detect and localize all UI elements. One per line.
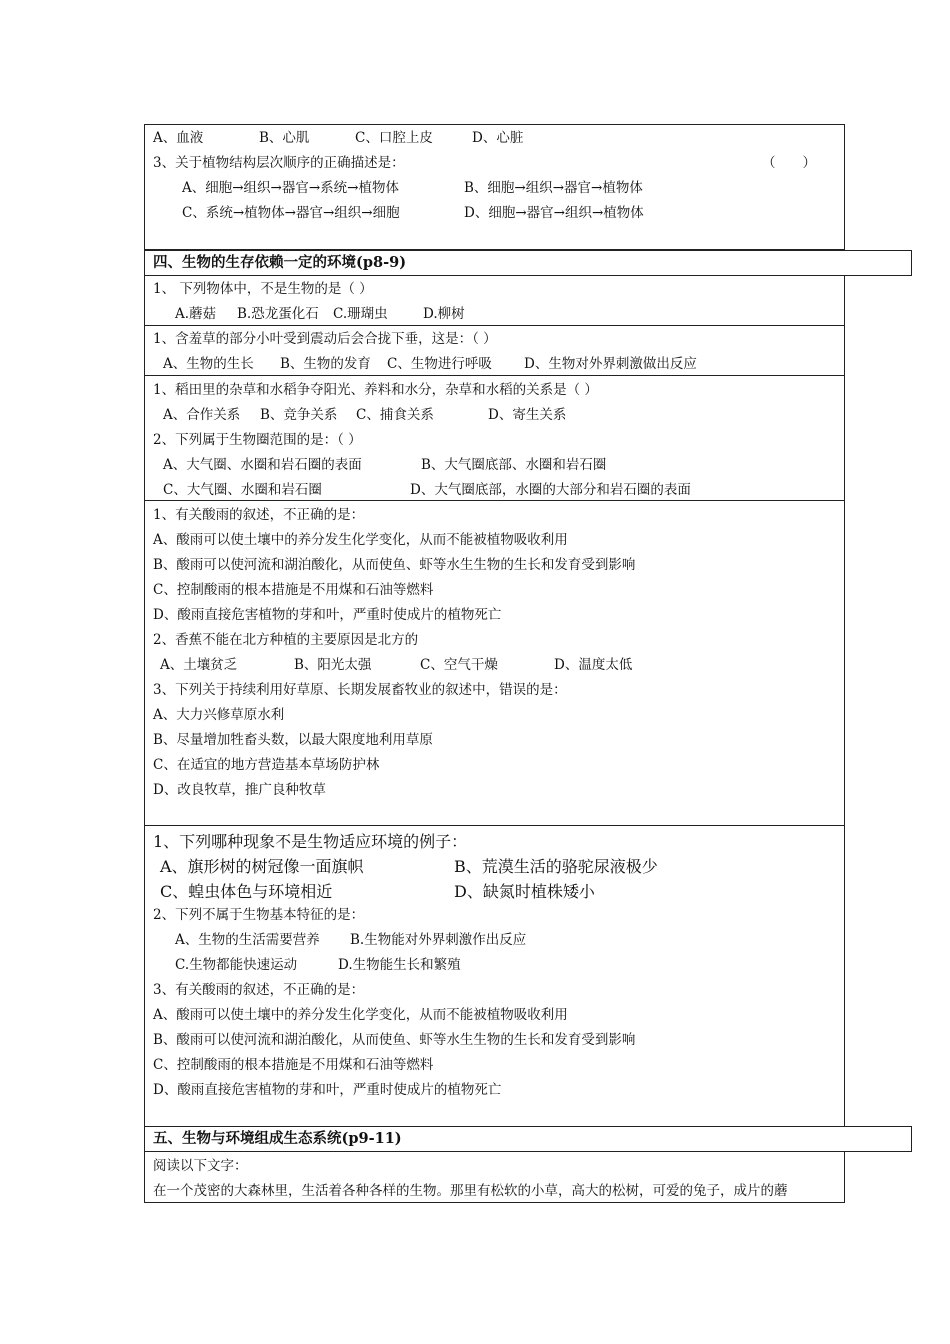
- question-text: 1、 下列物体中，不是生物的是（ ）: [153, 281, 373, 297]
- option-c: C、空气干燥: [420, 657, 498, 673]
- option-a: A、细胞→组织→器官→系统→植物体: [182, 180, 399, 196]
- option-c: C.生物都能快速运动: [175, 957, 298, 973]
- option-c: C.珊瑚虫: [333, 306, 388, 322]
- option-d: D、心脏: [472, 130, 524, 146]
- option-d: D、酸雨直接危害植物的芽和叶，严重时使成片的植物死亡: [153, 1082, 502, 1098]
- option-b: B、细胞→组织→器官→植物体: [464, 180, 643, 196]
- option-c: C、系统→植物体→器官→组织→细胞: [182, 205, 400, 221]
- question-text: 3、有关酸雨的叙述，不正确的是：: [153, 982, 365, 998]
- option-d: D、缺氮时植株矮小: [454, 882, 595, 901]
- option-b: B、竞争关系: [260, 407, 338, 423]
- option-a: A、大力兴修草原水利: [153, 707, 285, 723]
- option-d: D、酸雨直接危害植物的芽和叶，严重时使成片的植物死亡: [153, 607, 502, 623]
- option-c: C、生物进行呼吸: [387, 356, 492, 372]
- answer-paren: （ ）: [762, 155, 816, 171]
- question-text: 2、下列属于生物圈范围的是：（ ）: [153, 432, 362, 448]
- option-b: B、荒漠生活的骆驼尿液极少: [454, 857, 658, 876]
- option-d: D、温度太低: [554, 657, 633, 673]
- option-c: C、蝗虫体色与环境相近: [160, 882, 333, 901]
- option-a: A、生物的生长: [163, 356, 254, 372]
- option-d: D.生物能生长和繁殖: [338, 957, 461, 973]
- option-b: B、阳光太强: [294, 657, 372, 673]
- option-b: B.恐龙蛋化石: [237, 306, 319, 322]
- option-a: A、大气圈、水圈和岩石圈的表面: [163, 457, 362, 473]
- question-text: 2、香蕉不能在北方种植的主要原因是北方的: [153, 632, 419, 648]
- option-c: C、口腔上皮: [355, 130, 433, 146]
- question-text: 2、下列不属于生物基本特征的是：: [153, 907, 365, 923]
- option-a: A、土壤贫乏: [160, 657, 238, 673]
- option-b: B.生物能对外界刺激作出反应: [350, 932, 527, 948]
- question-text: 1、含羞草的部分小叶受到震动后会合拢下垂，这是：（ ）: [153, 331, 497, 347]
- option-d: D.柳树: [423, 306, 465, 322]
- section-title: 五、生物与环境组成生态系统(p9-11): [153, 1130, 402, 1147]
- option-d: D、改良牧草，推广良种牧草: [153, 782, 326, 798]
- option-d: D、细胞→器官→组织→植物体: [464, 205, 644, 221]
- option-a: A、血液: [153, 130, 204, 146]
- option-d: D、大气圈底部，水圈的大部分和岩石圈的表面: [410, 482, 691, 498]
- option-a: A、旗形树的树冠像一面旗帜: [160, 857, 364, 876]
- option-b: B、酸雨可以使河流和湖泊酸化，从而使鱼、虾等水生生物的生长和发育受到影响: [153, 1032, 636, 1048]
- question-text: 3、下列关于持续利用好草原、长期发展畜牧业的叙述中，错误的是：: [153, 682, 567, 698]
- question-text: 3、关于植物结构层次顺序的正确描述是：: [153, 155, 405, 171]
- question-text: 1、下列哪种现象不是生物适应环境的例子：: [153, 832, 468, 851]
- option-d: D、生物对外界刺激做出反应: [524, 356, 697, 372]
- option-c: C、捕食关系: [356, 407, 434, 423]
- option-b: B、心肌: [259, 130, 310, 146]
- question-text: 1、有关酸雨的叙述，不正确的是：: [153, 507, 365, 523]
- section-title: 四、生物的生存依赖一定的环境(p8-9): [153, 254, 407, 271]
- option-c: C、大气圈、水圈和岩石圈: [163, 482, 322, 498]
- option-b: B、酸雨可以使河流和湖泊酸化，从而使鱼、虾等水生生物的生长和发育受到影响: [153, 557, 636, 573]
- option-a: A、合作关系: [163, 407, 241, 423]
- option-d: D、寄生关系: [488, 407, 567, 423]
- option-b: B、生物的发育: [280, 356, 371, 372]
- option-c: C、控制酸雨的根本措施是不用煤和石油等燃料: [153, 1057, 434, 1073]
- option-a: A、酸雨可以使土壤中的养分发生化学变化，从而不能被植物吸收利用: [153, 1007, 568, 1023]
- option-c: C、控制酸雨的根本措施是不用煤和石油等燃料: [153, 582, 434, 598]
- option-a: A.蘑菇: [175, 306, 217, 322]
- question-text: 1、稻田里的杂草和水稻争夺阳光、养料和水分，杂草和水稻的关系是（ ）: [153, 382, 598, 398]
- option-c: C、在适宜的地方营造基本草场防护林: [153, 757, 380, 773]
- option-b: B、大气圈底部、水圈和岩石圈: [421, 457, 607, 473]
- option-a: A、生物的生活需要营养: [175, 932, 320, 948]
- option-b: B、尽量增加牲畜头数，以最大限度地利用草原: [153, 732, 433, 748]
- reading-passage: 在一个茂密的大森林里，生活着各种各样的生物。那里有松软的小草，高大的松树，可爱的兔子，成片的蘑: [153, 1183, 788, 1199]
- reading-prompt: 阅读以下文字：: [153, 1158, 248, 1174]
- option-a: A、酸雨可以使土壤中的养分发生化学变化，从而不能被植物吸收利用: [153, 532, 568, 548]
